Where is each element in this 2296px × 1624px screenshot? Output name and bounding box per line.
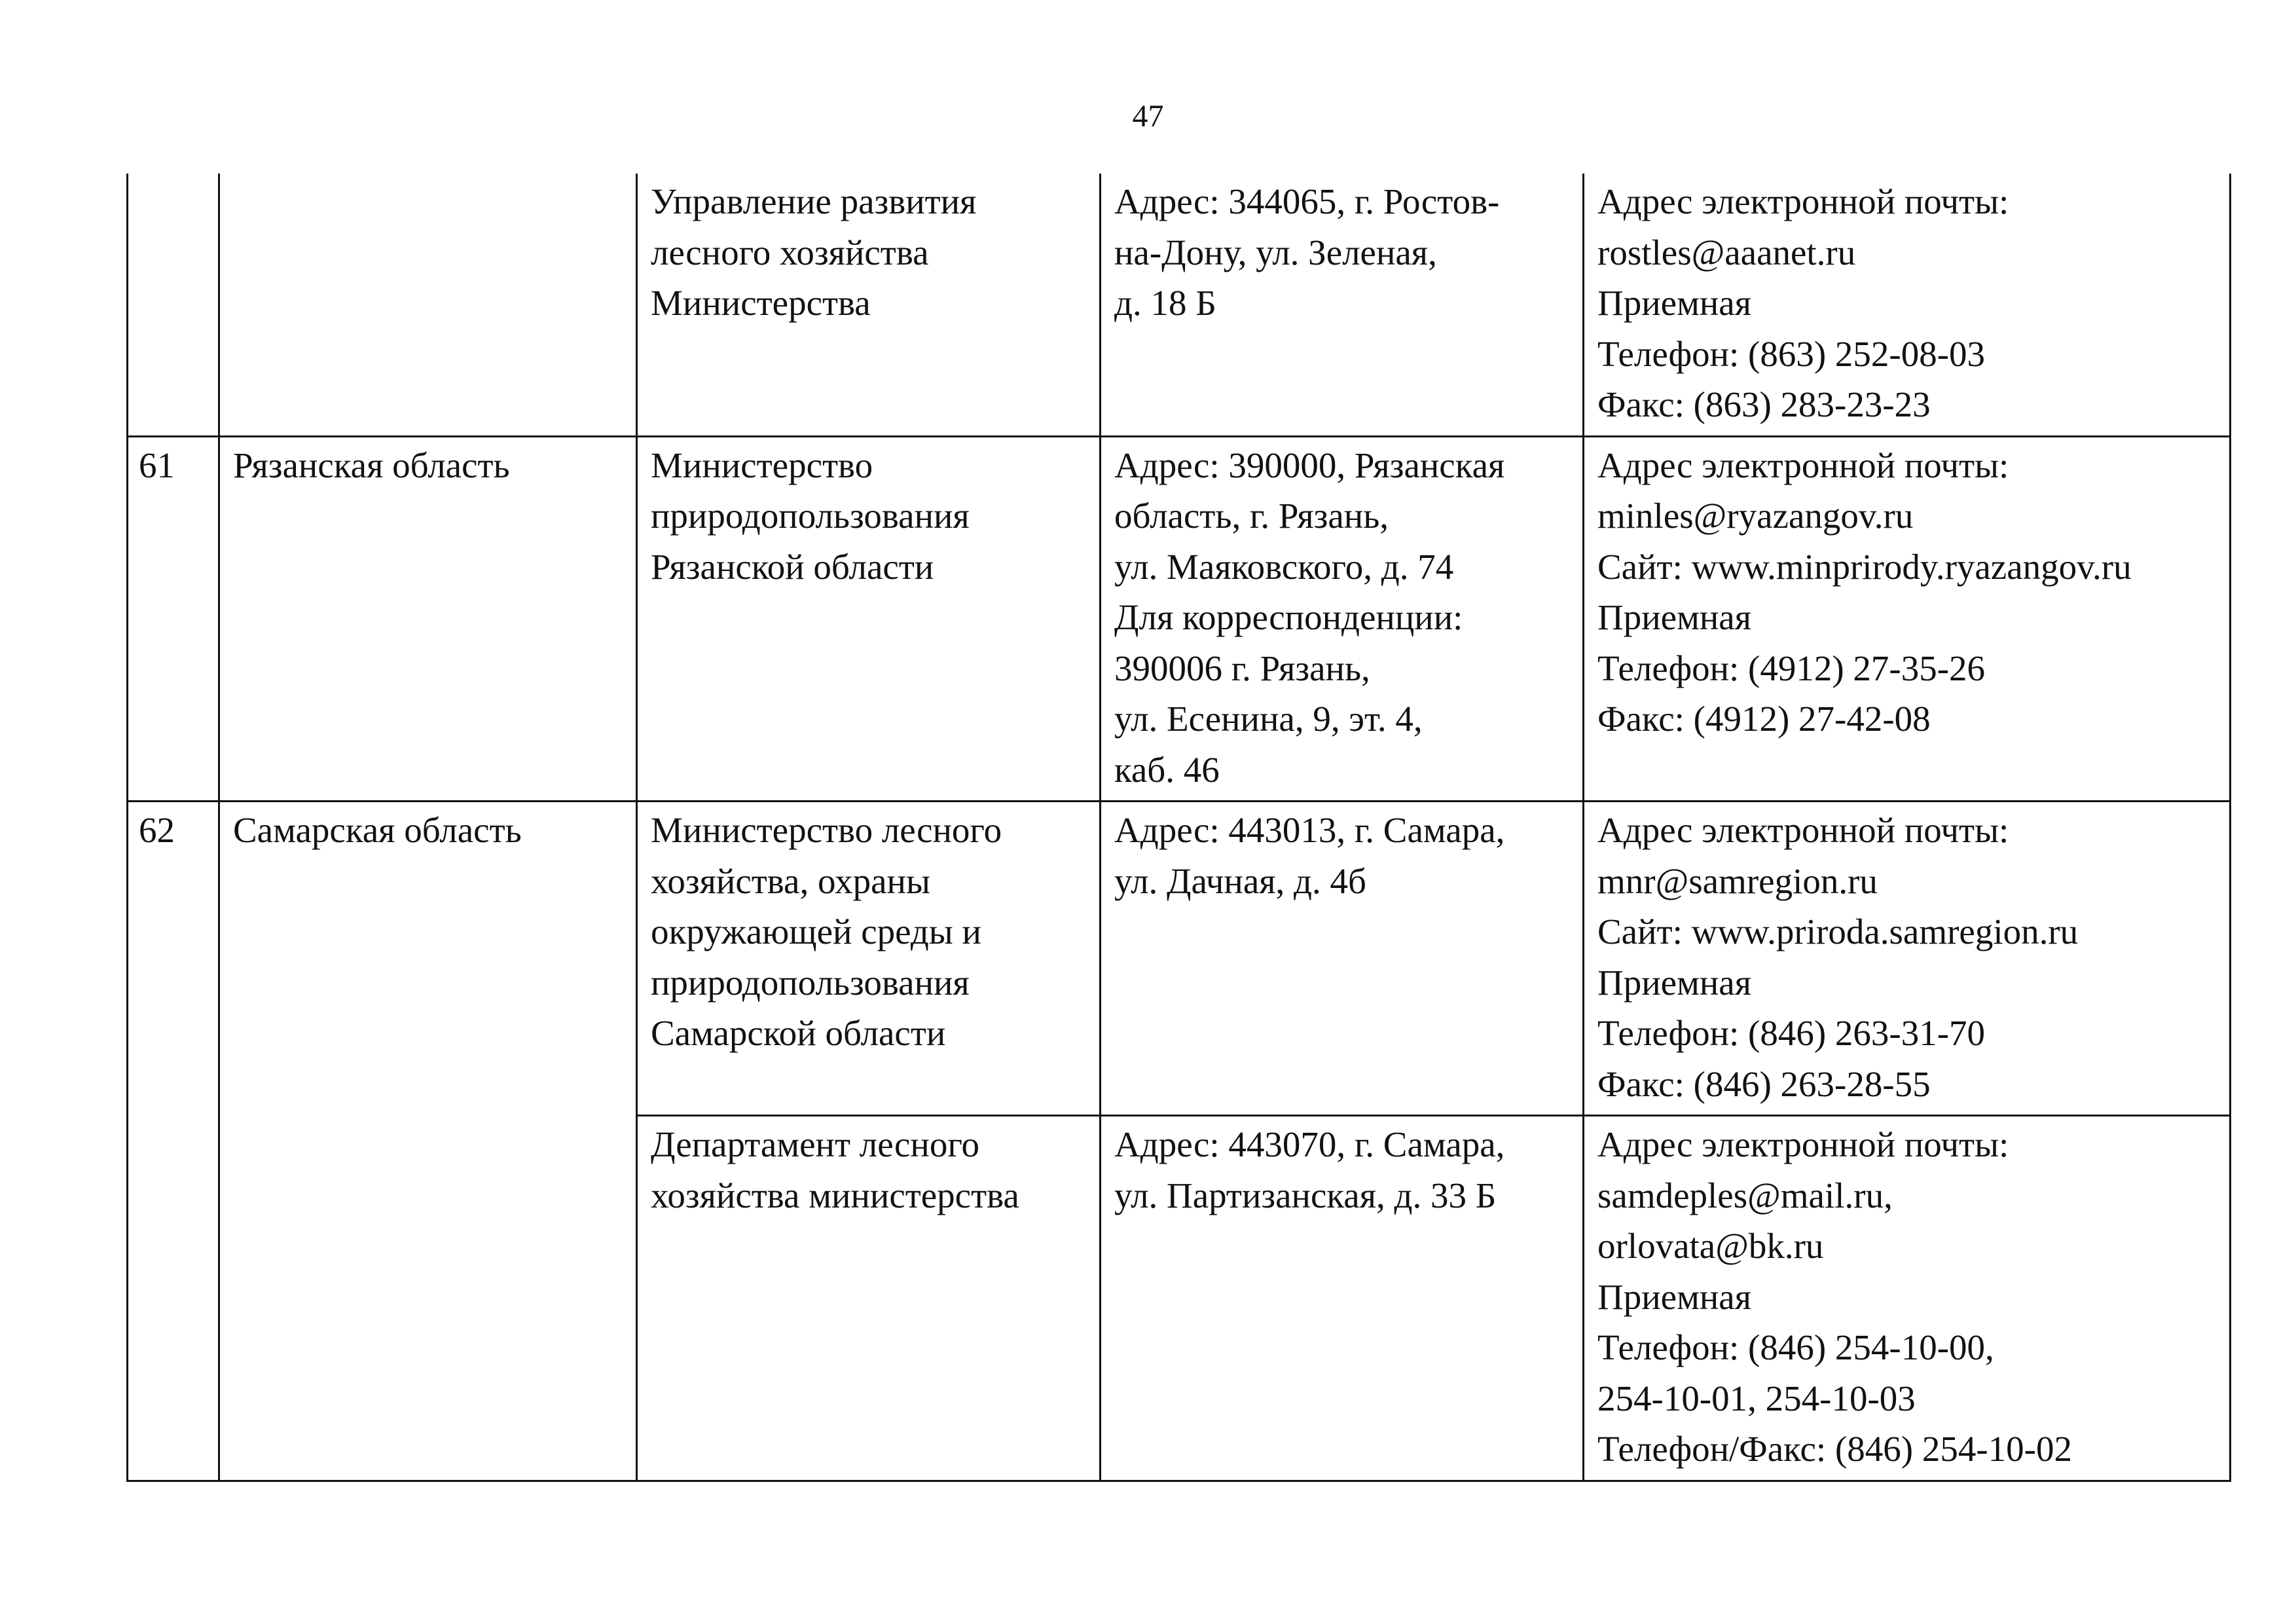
address-line: Адрес: 443070, г. Самара, [1114, 1124, 1505, 1164]
organization-line: хозяйства, охраны [651, 860, 930, 901]
contact-line: Сайт: www.priroda.samregion.ru [1597, 912, 2079, 951]
contact-line: Адрес электронной почты: [1597, 181, 2009, 221]
table-row [128, 436, 2231, 802]
contact-line: Факс: (846) 263-28-55 [1597, 1063, 1931, 1104]
organization-cell [637, 1116, 1101, 1481]
contact-line: Адрес электронной почты: [1597, 810, 2009, 850]
table-row [128, 802, 2231, 1116]
contact-line: Телефон/Факс: (846) 254-10-02 [1597, 1429, 2072, 1469]
organization-line: Министерство [651, 445, 873, 485]
contact-line: Приемная [1597, 597, 1752, 637]
address-line: ул. Дачная, д. 4б [1114, 860, 1367, 901]
address-line: д. 18 Б [1114, 283, 1216, 323]
address-cell [1101, 1116, 1584, 1481]
address-line: ул. Маяковского, д. 74 [1114, 546, 1454, 587]
address-line: Адрес: 390000, Рязанская [1114, 445, 1505, 485]
organization-line: природопользования [651, 496, 970, 536]
contact-line: Телефон: (863) 252-08-03 [1597, 333, 1986, 374]
address-line: ул. Есенина, 9, эт. 4, [1114, 699, 1423, 739]
organization-line: природопользования [651, 962, 970, 1003]
contact-line: Телефон: (846) 263-31-70 [1597, 1013, 1986, 1053]
address-line: 390006 г. Рязань, [1114, 648, 1370, 688]
contact-line: Телефон: (846) 254-10-00, [1597, 1327, 1994, 1367]
table-row [128, 174, 2231, 436]
row-number-cell [128, 174, 219, 436]
organization-line: Министерства [651, 283, 871, 323]
contact-line: 254-10-01, 254-10-03 [1597, 1378, 1916, 1418]
contact-line: Факс: (863) 283-23-23 [1597, 384, 1931, 424]
contact-line: samdeples@mail.ru, [1597, 1175, 1893, 1215]
address-line: Для корреспонденции: [1114, 597, 1463, 637]
contact-line: Адрес электронной почты: [1597, 445, 2009, 485]
organization-line: Рязанской области [651, 546, 934, 587]
contacts-cell [1584, 436, 2231, 802]
organization-line: Управление развития [651, 181, 977, 221]
contact-line: minles@ryazangov.ru [1597, 496, 1914, 536]
contact-line: Адрес электронной почты: [1597, 1124, 2009, 1164]
organization-line: Министерство лесного [651, 810, 1002, 850]
contact-line: Приемная [1597, 962, 1752, 1003]
contact-line: Телефон: (4912) 27-35-26 [1597, 648, 1986, 688]
page-number: 47 [1132, 99, 1164, 134]
contact-line: Факс: (4912) 27-42-08 [1597, 699, 1931, 739]
contact-line: orlovata@bk.ru [1597, 1226, 1824, 1266]
contacts-cell [1584, 174, 2231, 436]
contact-line: rostles@aaanet.ru [1597, 232, 1856, 272]
address-line: на-Дону, ул. Зеленая, [1114, 232, 1437, 272]
organization-cell [637, 802, 1101, 1116]
address-cell [1101, 802, 1584, 1116]
organization-cell [637, 436, 1101, 802]
organization-line: лесного хозяйства [651, 232, 929, 272]
region-cell: Самарская область [219, 802, 637, 1481]
contact-line: Сайт: www.minprirody.ryazangov.ru [1597, 546, 2132, 587]
organization-line: Департамент лесного [651, 1124, 980, 1164]
contacts-cell [1584, 1116, 2231, 1481]
contacts-cell [1584, 802, 2231, 1116]
address-line: каб. 46 [1114, 749, 1220, 790]
address-line: Адрес: 443013, г. Самара, [1114, 810, 1505, 850]
organization-line: Самарской области [651, 1013, 946, 1053]
organization-line: хозяйства министерства [651, 1175, 1019, 1215]
address-cell [1101, 174, 1584, 436]
contact-line: Приемная [1597, 1276, 1752, 1317]
contacts-table [126, 174, 2231, 1482]
region-cell: Рязанская область [219, 436, 637, 802]
address-line: ул. Партизанская, д. 33 Б [1114, 1175, 1497, 1215]
address-line: Адрес: 344065, г. Ростов- [1114, 181, 1500, 221]
organization-cell [637, 174, 1101, 436]
address-line: область, г. Рязань, [1114, 496, 1389, 536]
address-cell [1101, 436, 1584, 802]
row-number-cell: 61 [128, 436, 219, 802]
organization-line: окружающей среды и [651, 912, 981, 951]
row-number-cell: 62 [128, 802, 219, 1481]
contact-line: mnr@samregion.ru [1597, 860, 1878, 901]
contact-line: Приемная [1597, 283, 1752, 323]
region-cell [219, 174, 637, 436]
